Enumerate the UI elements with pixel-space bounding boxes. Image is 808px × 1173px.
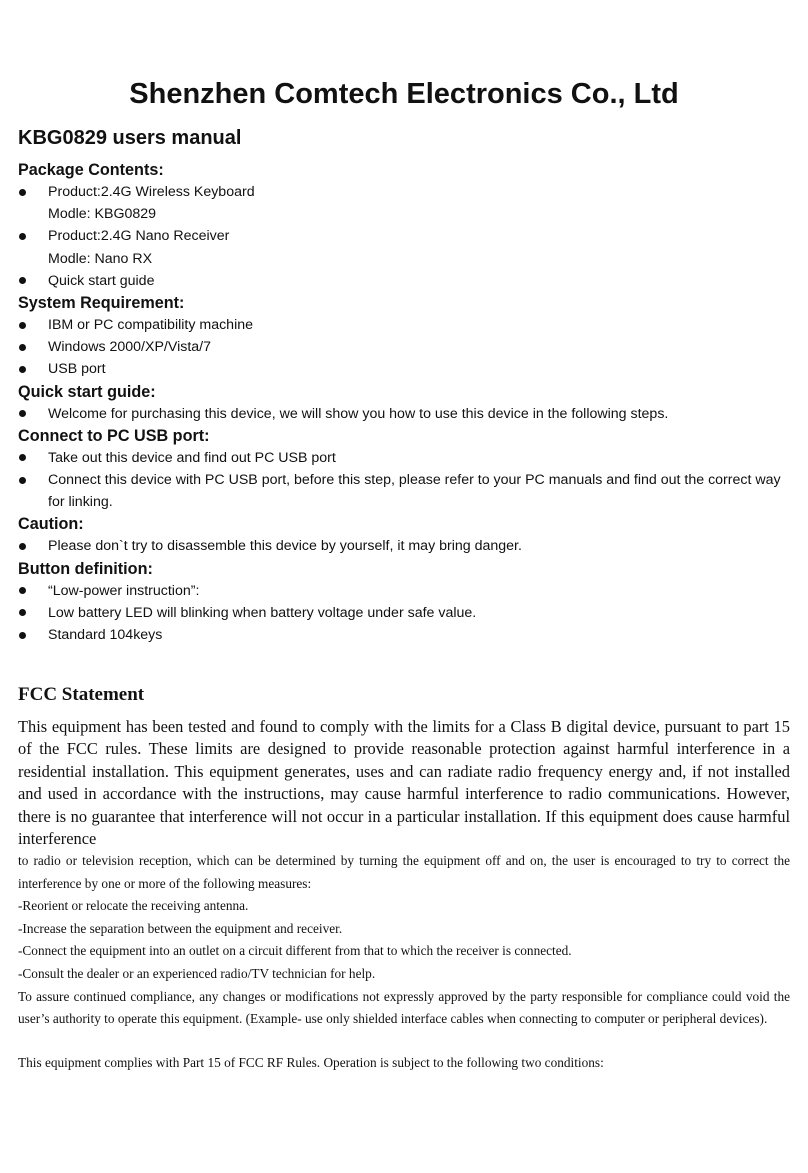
list-item <box>18 469 790 513</box>
list-item-text: Quick start guide <box>48 272 155 289</box>
list-item-sub-text: Modle: Nano RX <box>48 250 153 267</box>
list-item-text: Please don`t try to disassemble this device by yourself, it may bring danger. <box>48 538 522 555</box>
fcc-measure-4: -Consult the dealer or an experienced radio/TV technician for help. <box>18 965 376 981</box>
quick-start-heading: Quick start guide: <box>18 382 156 401</box>
list-item <box>18 181 790 203</box>
list-item <box>18 270 790 292</box>
bullet-icon <box>19 366 26 373</box>
list-item-text: “Low-power instruction”: <box>48 582 200 599</box>
list-item-text: Windows 2000/XP/Vista/7 <box>48 339 211 356</box>
system-requirement-heading: System Requirement: <box>18 294 185 313</box>
bullet-icon <box>19 277 26 284</box>
fcc-paragraph-3: To assure continued compliance, any changes or modifications not expressly approved by the party responsible for compliance could void the user’s authority to operate this equipment. (Example- use only shielded interface cables when connecting to computer or peripheral devices). <box>18 988 790 1027</box>
list-item-text: Connect this device with PC USB port, before this step, please refer to your PC manuals and find out the correct way for linking. <box>48 472 781 511</box>
fcc-paragraph-4: This equipment complies with Part 15 of FCC RF Rules. Operation is subject to the following two conditions: <box>18 1054 604 1070</box>
connect-usb-list <box>18 447 790 514</box>
list-item-sub-text: Modle: KBG0829 <box>48 206 157 223</box>
fcc-paragraph-1: This equipment has been tested and found to comply with the limits for a Class B digital device, pursuant to part 15 of the FCC rules. These limits are designed to provide reasonable protection against harmful interference in a residential installation. This equipment generates, uses and can radiate radio frequency energy and, if not installed and used in accordance with the instructions, may cause harmful interference to radio communications. However, there is no guarantee that interference will not occur in a particular installation. If this equipment does cause harmful interference <box>18 717 790 849</box>
list-item <box>18 225 790 247</box>
list-item <box>18 580 790 602</box>
list-item <box>18 447 790 469</box>
bullet-icon <box>19 543 26 550</box>
fcc-measure-1: -Reorient or relocate the receiving antenna. <box>18 898 249 914</box>
fcc-measure-2: -Increase the separation between the equipment and receiver. <box>18 920 343 936</box>
list-item-text: USB port <box>48 361 106 378</box>
bullet-icon <box>19 609 26 616</box>
bullet-icon <box>19 322 26 329</box>
bullet-icon <box>19 344 26 351</box>
quick-start-list <box>18 403 790 425</box>
package-contents-list <box>18 181 790 292</box>
manual-sections <box>18 159 790 646</box>
list-item-text: Product:2.4G Nano Receiver <box>48 228 230 245</box>
list-item <box>18 336 790 358</box>
list-item <box>18 535 790 557</box>
bullet-icon <box>19 477 26 484</box>
button-definition-heading: Button definition: <box>18 559 153 578</box>
list-item-text: IBM or PC compatibility machine <box>48 317 253 334</box>
bullet-icon <box>19 632 26 639</box>
bullet-icon <box>19 410 26 417</box>
list-item <box>18 314 790 336</box>
list-item-text: Standard 104keys <box>48 627 163 644</box>
fcc-measure-3: -Connect the equipment into an outlet on a circuit different from that to which the receiver is connected. <box>18 943 572 959</box>
manual-title: KBG0829 users manual <box>18 127 242 149</box>
list-item-text: Low battery LED will blinking when battery voltage under safe value. <box>48 604 477 621</box>
list-item <box>18 403 790 425</box>
company-title: Shenzhen Comtech Electronics Co., Ltd <box>129 78 679 110</box>
bullet-icon <box>19 587 26 594</box>
list-item-sub <box>18 248 790 270</box>
list-item-text: Take out this device and find out PC USB port <box>48 449 336 466</box>
bullet-icon <box>19 233 26 240</box>
fcc-paragraph-2: to radio or television reception, which can be determined by turning the equipment off and on, the user is encouraged to try to correct the interference by one or more of the following measures: <box>18 853 790 891</box>
caution-list <box>18 535 790 557</box>
fcc-details <box>18 850 790 1074</box>
bullet-icon <box>19 454 26 461</box>
caution-heading: Caution: <box>18 515 84 534</box>
list-item-text: Product:2.4G Wireless Keyboard <box>48 184 255 200</box>
button-definition-list <box>18 580 790 647</box>
connect-usb-heading: Connect to PC USB port: <box>18 426 210 445</box>
fcc-heading: FCC Statement <box>18 684 145 705</box>
list-item <box>18 602 790 624</box>
package-contents-heading: Package Contents: <box>18 161 164 179</box>
list-item <box>18 624 790 646</box>
system-requirement-list <box>18 314 790 381</box>
bullet-icon <box>19 189 26 196</box>
list-item-sub <box>18 203 790 225</box>
list-item <box>18 358 790 380</box>
list-item-text: Welcome for purchasing this device, we will show you how to use this device in the following steps. <box>48 405 669 422</box>
